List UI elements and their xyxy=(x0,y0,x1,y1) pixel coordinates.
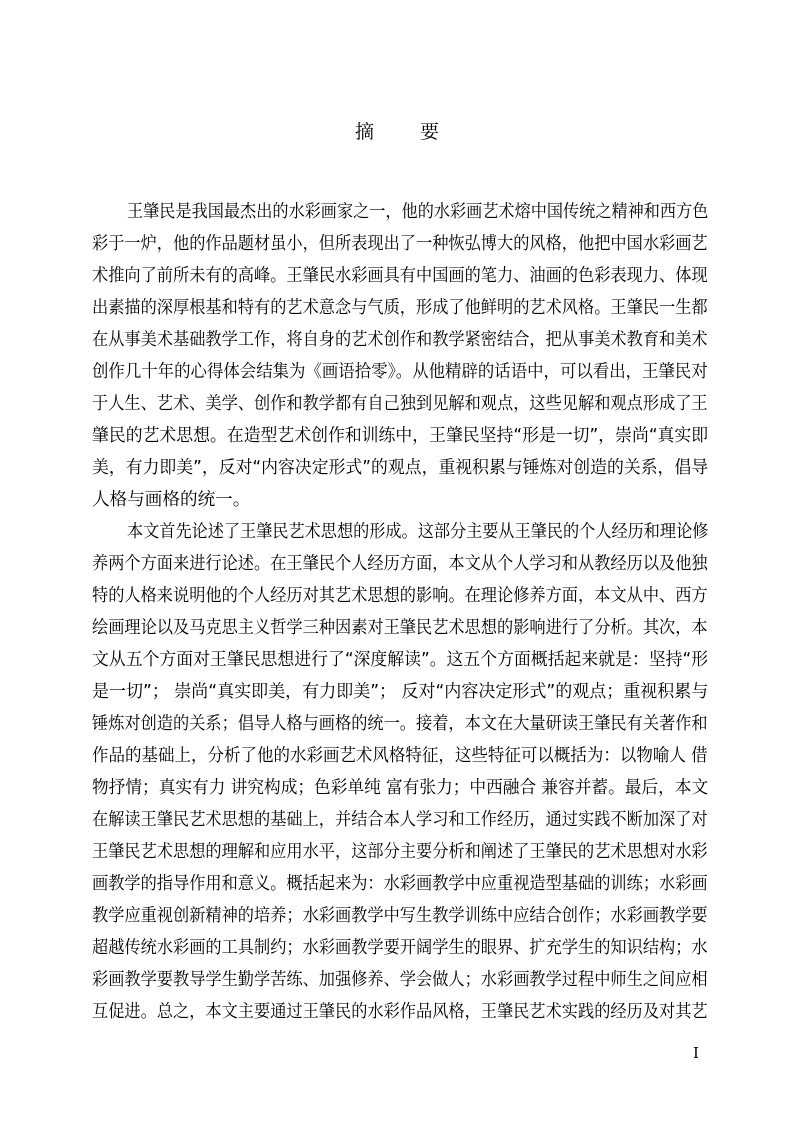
paragraph-1-line: 彩于一炉，他的作品题材虽小，但所表现出了一种恢弘博大的风格，他把中国水彩画艺 xyxy=(92,234,708,254)
paragraph-1-line: 术推向了前所未有的高峰。王肇民水彩画具有中国画的笔力、油画的色彩表现力、体现 xyxy=(92,266,708,286)
paragraph-2-line: 锤炼对创造的关系；倡导人格与画格的统一。接着，本文在大量研读王肇民有关著作和 xyxy=(92,714,708,734)
paragraph-2-line: 王肇民艺术思想的理解和应用水平，这部分主要分析和阐述了王肇民的艺术思想对水彩 xyxy=(92,842,708,862)
paragraph-2-line: 在解读王肇民艺术思想的基础上，并结合本人学习和工作经历，通过实践不断加深了对 xyxy=(92,810,708,830)
paragraph-1-line: 王肇民是我国最杰出的水彩画家之一，他的水彩画艺术熔中国传统之精神和西方色 xyxy=(127,202,709,222)
paragraph-2-line: 物抒情；真实有力 讲究构成；色彩单纯 富有张力；中西融合 兼容并蓄。最后，本文 xyxy=(92,778,709,798)
paragraph-2-line: 画教学的指导作用和意义。概括起来为：水彩画教学中应重视造型基础的训练；水彩画 xyxy=(92,874,708,894)
paragraph-2-line: 养两个方面来进行论述。在王肇民个人经历方面，本文从个人学习和从教经历以及他独 xyxy=(92,554,708,574)
paragraph-2-line: 本文首先论述了王肇民艺术思想的形成。这部分主要从王肇民的个人经历和理论修 xyxy=(127,522,709,542)
paragraph-1-line: 创作几十年的心得体会结集为《画语拾零》。从他精辟的话语中，可以看出，王肇民对 xyxy=(92,362,708,382)
paragraph-2-line: 作品的基础上，分析了他的水彩画艺术风格特征，这些特征可以概括为：以物喻人 借 xyxy=(92,746,708,766)
paragraph-2-line: 是一切”； 崇尚“真实即美，有力即美”； 反对“内容决定形式”的观点；重视积累与 xyxy=(92,682,709,702)
paragraph-2-line: 彩画教学要教导学生勤学苦练、加强修养、学会做人；水彩画教学过程中师生之间应相 xyxy=(92,970,708,990)
paragraph-1-line: 人格与画格的统一。 xyxy=(92,490,251,510)
paragraph-2-line: 超越传统水彩画的工具制约；水彩画教学要开阔学生的眼界、扩充学生的知识结构；水 xyxy=(92,938,708,958)
paragraph-2-line: 互促进。总之，本文主要通过王肇民的水彩作品风格，王肇民艺术实践的经历及对其艺 xyxy=(92,1002,708,1022)
paragraph-2-line: 文从五个方面对王肇民思想进行了“深度解读”。这五个方面概括起来就是：坚持“形 xyxy=(92,650,709,670)
paragraph-1-line: 美，有力即美”，反对“内容决定形式”的观点，重视积累与锤炼对创造的关系，倡导 xyxy=(92,458,709,478)
paragraph-2-line: 特的人格来说明他的个人经历对其艺术思想的影响。在理论修养方面，本文从中、西方 xyxy=(92,586,708,606)
paragraph-1-line: 出素描的深厚根基和特有的艺术意念与气质，形成了他鲜明的艺术风格。王肇民一生都 xyxy=(92,298,708,318)
page-title: 摘 要 xyxy=(354,121,460,143)
paragraph-2-line: 绘画理论以及马克思主义哲学三种因素对王肇民艺术思想的影响进行了分析。其次，本 xyxy=(92,618,708,638)
page-number: I xyxy=(693,1044,699,1062)
paragraph-1-line: 肇民的艺术思想。在造型艺术创作和训练中，王肇民坚持“形是一切”，崇尚“真实即 xyxy=(92,426,709,446)
paragraph-1-line: 在从事美术基础教学工作，将自身的艺术创作和教学紧密结合，把从事美术教育和美术 xyxy=(92,330,708,350)
paragraph-2-line: 教学应重视创新精神的培养；水彩画教学中写生教学训练中应结合创作；水彩画教学要 xyxy=(92,906,708,926)
paragraph-1-line: 于人生、艺术、美学、创作和教学都有自己独到见解和观点，这些见解和观点形成了王 xyxy=(92,394,708,414)
